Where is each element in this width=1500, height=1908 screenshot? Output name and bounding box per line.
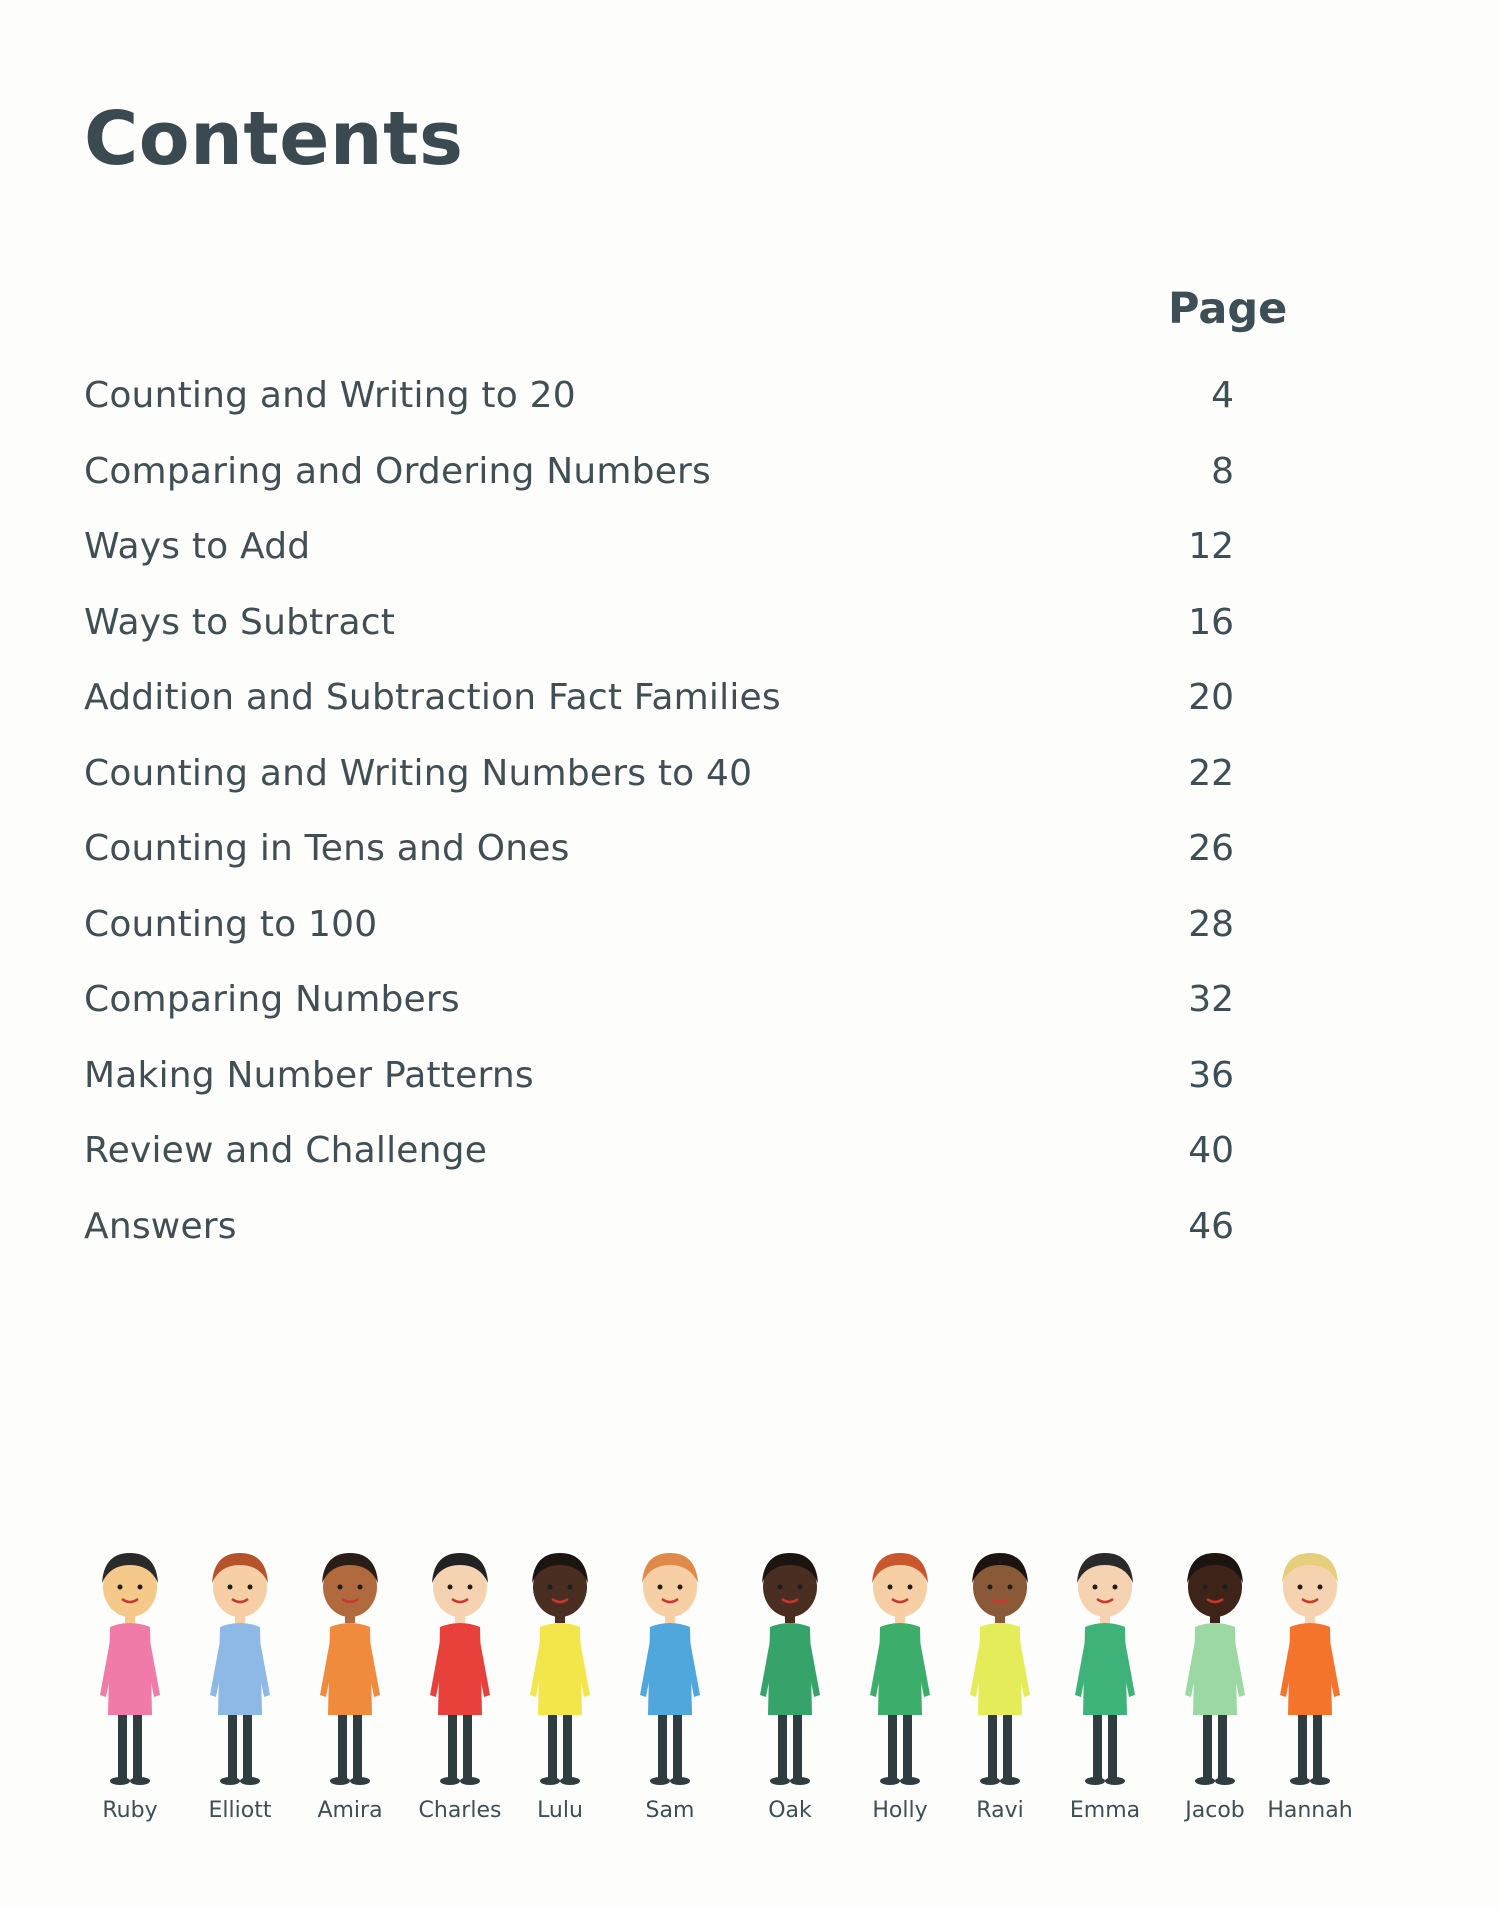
character-lineup <box>80 1535 1420 1835</box>
character-illustration <box>740 1535 840 1790</box>
toc-entry-page: 16 <box>1188 601 1234 643</box>
toc-entry[interactable] <box>84 1038 1234 1114</box>
toc-entry-title: Ways to Add <box>84 526 311 568</box>
character-illustration <box>1055 1535 1155 1790</box>
character-illustration <box>410 1535 510 1790</box>
character-name-label: Hannah <box>1267 1798 1353 1823</box>
toc-entry-page: 22 <box>1188 752 1234 794</box>
toc-entry-page: 28 <box>1188 903 1234 945</box>
character-illustration <box>1165 1535 1265 1790</box>
character-name-label: Amira <box>317 1798 383 1823</box>
toc-entry-title: Comparing and Ordering Numbers <box>84 450 712 492</box>
character-elliott <box>190 1535 290 1835</box>
character-illustration <box>80 1535 180 1790</box>
character-name-label: Holly <box>872 1798 928 1823</box>
toc-entry[interactable] <box>84 811 1234 887</box>
character-name-label: Charles <box>418 1798 502 1823</box>
toc-entry[interactable] <box>84 1113 1234 1189</box>
toc-entry[interactable] <box>84 358 1234 434</box>
character-name-label: Ravi <box>976 1798 1024 1823</box>
toc-entry-title: Answers <box>84 1205 237 1247</box>
character-charles <box>410 1535 510 1835</box>
toc-entry-title: Counting and Writing Numbers to 40 <box>84 752 753 794</box>
character-jacob <box>1165 1535 1265 1835</box>
toc-entry[interactable] <box>84 585 1234 661</box>
character-oak <box>740 1535 840 1835</box>
toc-entry[interactable] <box>84 736 1234 812</box>
character-name-label: Oak <box>768 1798 812 1823</box>
toc-entry-page: 40 <box>1188 1130 1234 1172</box>
character-hannah <box>1260 1535 1360 1835</box>
toc-entry-title: Counting to 100 <box>84 903 378 945</box>
toc-entry[interactable] <box>84 434 1234 510</box>
character-name-label: Elliott <box>208 1798 272 1823</box>
character-illustration <box>1260 1535 1360 1790</box>
toc-entry-page: 26 <box>1188 828 1234 870</box>
character-illustration <box>620 1535 720 1790</box>
toc-entry-title: Making Number Patterns <box>84 1054 534 1096</box>
character-sam <box>620 1535 720 1835</box>
toc-entry[interactable] <box>84 962 1234 1038</box>
character-name-label: Sam <box>645 1798 695 1823</box>
page-column-heading: Page <box>1168 284 1288 334</box>
toc-entry-page: 46 <box>1188 1205 1234 1247</box>
page-title: Contents <box>84 96 464 182</box>
character-name-label: Emma <box>1069 1798 1141 1823</box>
toc-entry-page: 4 <box>1211 375 1234 417</box>
character-ravi <box>950 1535 1050 1835</box>
character-amira <box>300 1535 400 1835</box>
character-illustration <box>510 1535 610 1790</box>
character-emma <box>1055 1535 1155 1835</box>
table-of-contents <box>84 358 1234 1264</box>
toc-entry-title: Counting and Writing to 20 <box>84 375 576 417</box>
toc-entry[interactable] <box>84 660 1234 736</box>
toc-entry-page: 32 <box>1188 979 1234 1021</box>
character-ruby <box>80 1535 180 1835</box>
character-name-label: Jacob <box>1185 1798 1245 1823</box>
toc-entry[interactable] <box>84 887 1234 963</box>
toc-entry-page: 12 <box>1188 526 1234 568</box>
character-lulu <box>510 1535 610 1835</box>
toc-entry[interactable] <box>84 1189 1234 1265</box>
toc-entry-title: Review and Challenge <box>84 1130 488 1172</box>
toc-entry-title: Counting in Tens and Ones <box>84 828 570 870</box>
toc-entry-page: 36 <box>1188 1054 1234 1096</box>
character-name-label: Ruby <box>102 1798 158 1823</box>
character-holly <box>850 1535 950 1835</box>
character-illustration <box>850 1535 950 1790</box>
toc-entry[interactable] <box>84 509 1234 585</box>
character-name-label: Lulu <box>537 1798 583 1823</box>
toc-entry-title: Addition and Subtraction Fact Families <box>84 677 781 719</box>
toc-entry-title: Comparing Numbers <box>84 979 460 1021</box>
toc-entry-title: Ways to Subtract <box>84 601 396 643</box>
character-illustration <box>950 1535 1050 1790</box>
character-illustration <box>300 1535 400 1790</box>
toc-entry-page: 8 <box>1211 450 1234 492</box>
toc-entry-page: 20 <box>1188 677 1234 719</box>
character-illustration <box>190 1535 290 1790</box>
